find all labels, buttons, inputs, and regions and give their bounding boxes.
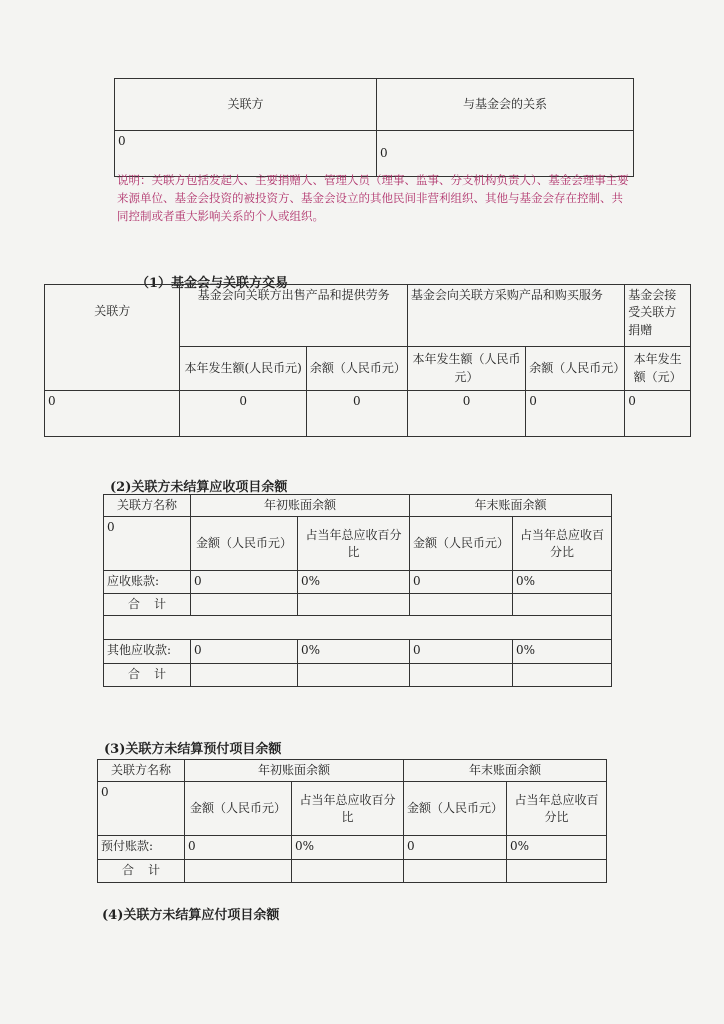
row-sell-balance: 0 [306,391,407,437]
transactions-table [44,284,691,437]
h-end: 年末账面余额 [410,495,612,517]
h-sell-amount: 本年发生额(人民币元) [180,347,306,391]
name-value: 0 [104,517,191,571]
section1-title: （1）基金会与关联方交易 [136,276,289,291]
ar-begin-pct: 0% [298,571,410,593]
receivables-table [103,494,612,687]
other-begin-amount: 0 [191,640,298,664]
p-name-value: 0 [98,782,185,836]
note-text: 说明：关联方包括发起人、主要捐赠人、管理人员（理事、监事、分支机构负责人）、基金会理事主要来源单位、基金会投资的被投资方、基金会设立的其他民间非营利组织、其他与基金会存在控制、共同控制或者重大影响关系的个人或组织。 [117,173,629,223]
ar-begin-amount: 0 [191,571,298,593]
h-party: 关联方 [45,285,180,391]
h-sell-balance: 余额（人民币元） [306,347,407,391]
section4-title: (4)关联方未结算应付项目余额 [102,908,280,923]
h-begin-pct: 占当年总应收百分比 [298,517,410,571]
h-name: 关联方名称 [104,495,191,517]
ar-label: 应收账款: [104,571,191,593]
row-don-amount: 0 [625,391,691,437]
p-h-end: 年末账面余额 [404,760,607,782]
row-sell-amount: 0 [180,391,306,437]
h-end-pct: 占当年总应收百分比 [513,517,612,571]
other-total-label: 合计 [127,667,180,682]
related-party-table [114,78,634,177]
prepay-end-pct: 0% [507,836,607,860]
p-h-begin-pct: 占当年总应收百分比 [292,782,404,836]
p-h-begin: 年初账面余额 [185,760,404,782]
party-value: 0 [115,131,377,177]
row-buy-amount: 0 [407,391,525,437]
p-h-begin-amount: 金额（人民币元） [185,782,292,836]
h-begin-amount: 金额（人民币元） [191,517,298,571]
row-buy-balance: 0 [526,391,625,437]
h-sell: 基金会向关联方出售产品和提供劳务 [180,285,407,347]
p-h-name: 关联方名称 [98,760,185,782]
prepayments-table [97,759,607,883]
relation-value: 0 [377,131,634,177]
other-label: 其他应收款: [104,640,191,664]
header-relation: 与基金会的关系 [377,79,634,131]
prepay-end-amount: 0 [404,836,507,860]
row-party: 0 [45,391,180,437]
header-party: 关联方 [115,79,377,131]
other-begin-pct: 0% [298,640,410,664]
h-begin: 年初账面余额 [191,495,410,517]
ar-end-pct: 0% [513,571,612,593]
h-donation: 基金会接受关联方捐赠 [625,285,691,347]
ar-end-amount: 0 [410,571,513,593]
ar-total-label: 合计 [127,596,180,611]
p-h-end-pct: 占当年总应收百分比 [507,782,607,836]
h-buy-balance: 余额（人民币元） [526,347,625,391]
h-buy-amount: 本年发生额（人民币元） [407,347,525,391]
h-don-amount: 本年发生额（元） [625,347,691,391]
prepay-label: 预付账款: [98,836,185,860]
h-end-amount: 金额（人民币元） [410,517,513,571]
section3-title: (3)关联方未结算预付项目余额 [104,742,282,757]
other-end-amount: 0 [410,640,513,664]
prepay-begin-amount: 0 [185,836,292,860]
prepay-total-label: 合计 [121,863,174,878]
other-end-pct: 0% [513,640,612,664]
h-buy: 基金会向关联方采购产品和购买服务 [407,285,624,347]
prepay-begin-pct: 0% [292,836,404,860]
p-h-end-amount: 金额（人民币元） [404,782,507,836]
section2-title: (2)关联方未结算应收项目余额 [110,480,288,495]
